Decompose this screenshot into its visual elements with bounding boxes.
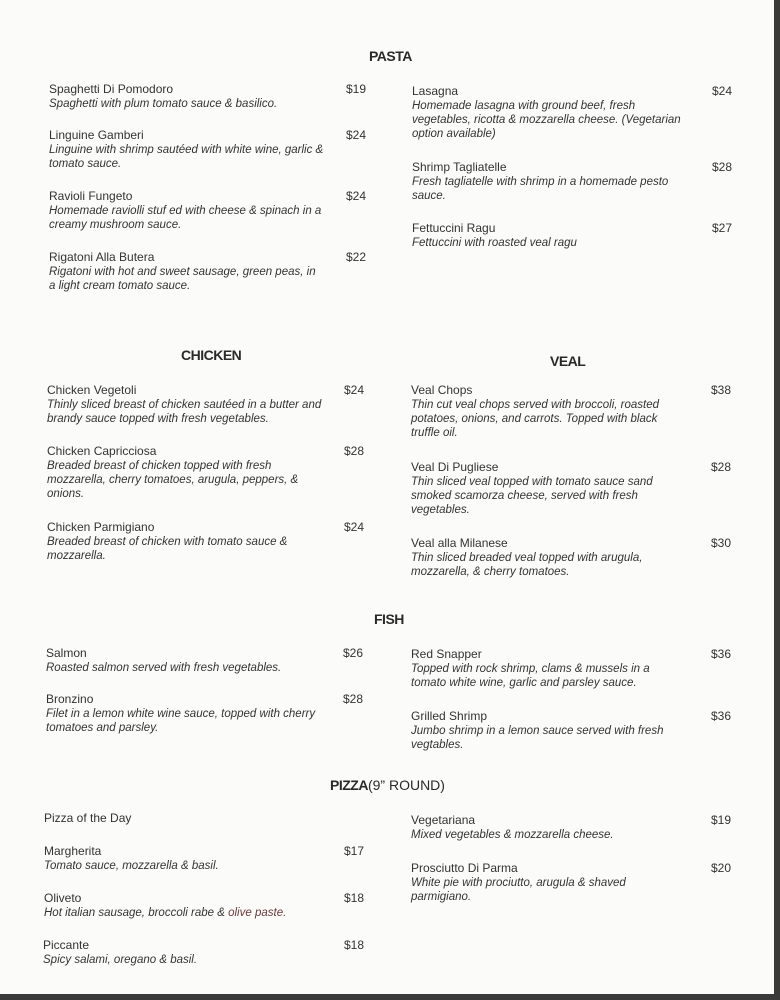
item-name: Bronzino <box>46 692 94 706</box>
menu-item <box>412 84 752 141</box>
section-title-fish: FISH <box>374 611 404 627</box>
item-name: Chicken Capricciosa <box>47 444 157 458</box>
item-description: Tomato sauce, mozzarella & basil. <box>44 860 219 872</box>
menu-item <box>44 844 384 873</box>
menu-item <box>47 520 387 563</box>
menu-item <box>49 250 389 293</box>
item-price: $28 <box>711 460 732 474</box>
menu-item <box>43 938 383 967</box>
item-description: Spaghetti with plum tomato sauce & basilico. <box>49 98 278 110</box>
item-description: Homemade raviolli stuf ed with cheese & spinach in a creamy mushroom sauce. <box>49 205 322 231</box>
item-description: Linguine with shrimp sautéed with white wine, garlic & tomato sauce. <box>49 144 324 170</box>
item-description: Mixed vegetables & mozzarella cheese. <box>411 829 614 841</box>
item-name: Veal Di Pugliese <box>411 460 499 474</box>
item-description: Thin sliced breaded veal topped with arugula, mozzarella, & cherry tomatoes. <box>411 552 643 578</box>
menu-item <box>46 692 386 735</box>
item-name: Salmon <box>46 646 87 660</box>
item-price: $22 <box>346 250 367 264</box>
item-name: Oliveto <box>44 891 82 905</box>
menu-item <box>411 709 751 752</box>
item-name: Linguine Gamberi <box>49 128 144 142</box>
menu-item <box>49 189 389 232</box>
item-description: Thin sliced veal topped with tomato sauce sand smoked scamorza cheese, served with fresh vegetables. <box>411 476 653 516</box>
menu-item <box>411 460 751 517</box>
item-price: $17 <box>344 844 365 858</box>
item-price: $26 <box>343 646 364 660</box>
menu-item <box>411 647 751 690</box>
menu-item <box>412 160 752 203</box>
menu-item <box>411 813 751 842</box>
item-name: Spaghetti Di Pomodoro <box>49 82 174 96</box>
menu-item <box>411 383 751 440</box>
item-description: Jumbo shrimp in a lemon sauce served with fresh vegtables. <box>411 725 664 751</box>
item-price: $38 <box>711 383 732 397</box>
item-price: $24 <box>346 128 367 142</box>
item-description: Breaded breast of chicken with tomato sauce & mozzarella. <box>47 536 288 562</box>
item-name: Prosciutto Di Parma <box>411 861 518 875</box>
pizza-title-suffix: (9” ROUND) <box>367 777 445 793</box>
item-price: $24 <box>346 189 367 203</box>
item-description: Breaded breast of chicken topped with fresh mozzarella, cherry tomatoes, arugula, peppers, & onions. <box>47 460 299 500</box>
item-price: $28 <box>712 160 733 174</box>
item-price: $24 <box>344 520 365 534</box>
menu-item <box>44 811 384 826</box>
item-name: Shrimp Tagliatelle <box>412 160 507 174</box>
item-description: Thinly sliced breast of chicken sautéed in a butter and brandy sauce topped with fresh vegetables. <box>47 399 322 425</box>
pizza-title: PIZZA <box>330 777 368 793</box>
item-description: Roasted salmon served with fresh vegetables. <box>46 662 282 674</box>
menu-item <box>47 383 387 426</box>
menu-item <box>49 128 389 171</box>
item-description: Rigatoni with hot and sweet sausage, green peas, in a light cream tomato sauce. <box>49 266 316 292</box>
menu-item <box>49 82 389 111</box>
section-title-pasta: PASTA <box>369 48 412 64</box>
item-name: Piccante <box>43 938 90 952</box>
desc-text: Hot italian sausage, broccoli rabe & <box>44 907 229 919</box>
item-description: Fresh tagliatelle with shrimp in a homemade pesto sauce. <box>412 176 669 202</box>
item-description: White pie with prociutto, arugula & shaved parmigiano. <box>411 877 626 903</box>
item-description <box>44 906 319 920</box>
item-name: Grilled Shrimp <box>411 709 488 723</box>
section-title-veal: VEAL <box>550 353 586 369</box>
menu-item <box>411 536 751 579</box>
item-price: $30 <box>711 536 732 550</box>
menu-item <box>411 861 751 904</box>
item-price: $18 <box>344 891 365 905</box>
item-price: $20 <box>711 861 732 875</box>
item-name: Margherita <box>44 844 102 858</box>
section-title-chicken: CHICKEN <box>181 347 242 363</box>
item-description: Fettuccini with roasted veal ragu <box>412 237 577 249</box>
desc-highlight: olive paste. <box>228 907 287 919</box>
item-price: $24 <box>712 84 733 98</box>
item-price: $19 <box>346 82 367 96</box>
item-price: $36 <box>711 647 732 661</box>
item-price: $28 <box>344 444 365 458</box>
item-price: $24 <box>344 383 365 397</box>
menu-item <box>412 221 752 250</box>
item-name: Red Snapper <box>411 647 482 661</box>
item-name: Veal alla Milanese <box>411 536 508 550</box>
item-price: $36 <box>711 709 732 723</box>
item-name: Pizza of the Day <box>44 811 132 825</box>
item-name: Chicken Vegetoli <box>47 383 137 397</box>
item-description: Spicy salami, oregano & basil. <box>43 954 198 966</box>
item-price: $19 <box>711 813 732 827</box>
item-price: $28 <box>343 692 364 706</box>
menu-item <box>44 891 384 920</box>
item-name: Vegetariana <box>411 813 476 827</box>
menu-item <box>47 444 387 501</box>
item-name: Veal Chops <box>411 383 473 397</box>
item-description: Topped with rock shrimp, clams & mussels in a tomato white wine, garlic and parsley sauce. <box>411 663 650 689</box>
item-name: Ravioli Fungeto <box>49 189 133 203</box>
item-description: Filet in a lemon white wine sauce, topped with cherry tomatoes and parsley. <box>46 708 316 734</box>
item-name: Lasagna <box>412 84 459 98</box>
menu-item <box>46 646 386 675</box>
item-name: Rigatoni Alla Butera <box>49 250 155 264</box>
item-description: Thin cut veal chops served with broccoli, roasted potatoes, onions, and carrots. Topped with black truffle oil. <box>411 399 660 439</box>
item-price: $18 <box>344 938 365 952</box>
item-price: $27 <box>712 221 733 235</box>
section-title-pizza <box>330 777 445 793</box>
item-description: Homemade lasagna with ground beef, fresh vegetables, ricotta & mozzarella cheese. (Vegetarian option available) <box>412 100 681 140</box>
item-name: Fettuccini Ragu <box>412 221 496 235</box>
item-name: Chicken Parmigiano <box>47 520 155 534</box>
